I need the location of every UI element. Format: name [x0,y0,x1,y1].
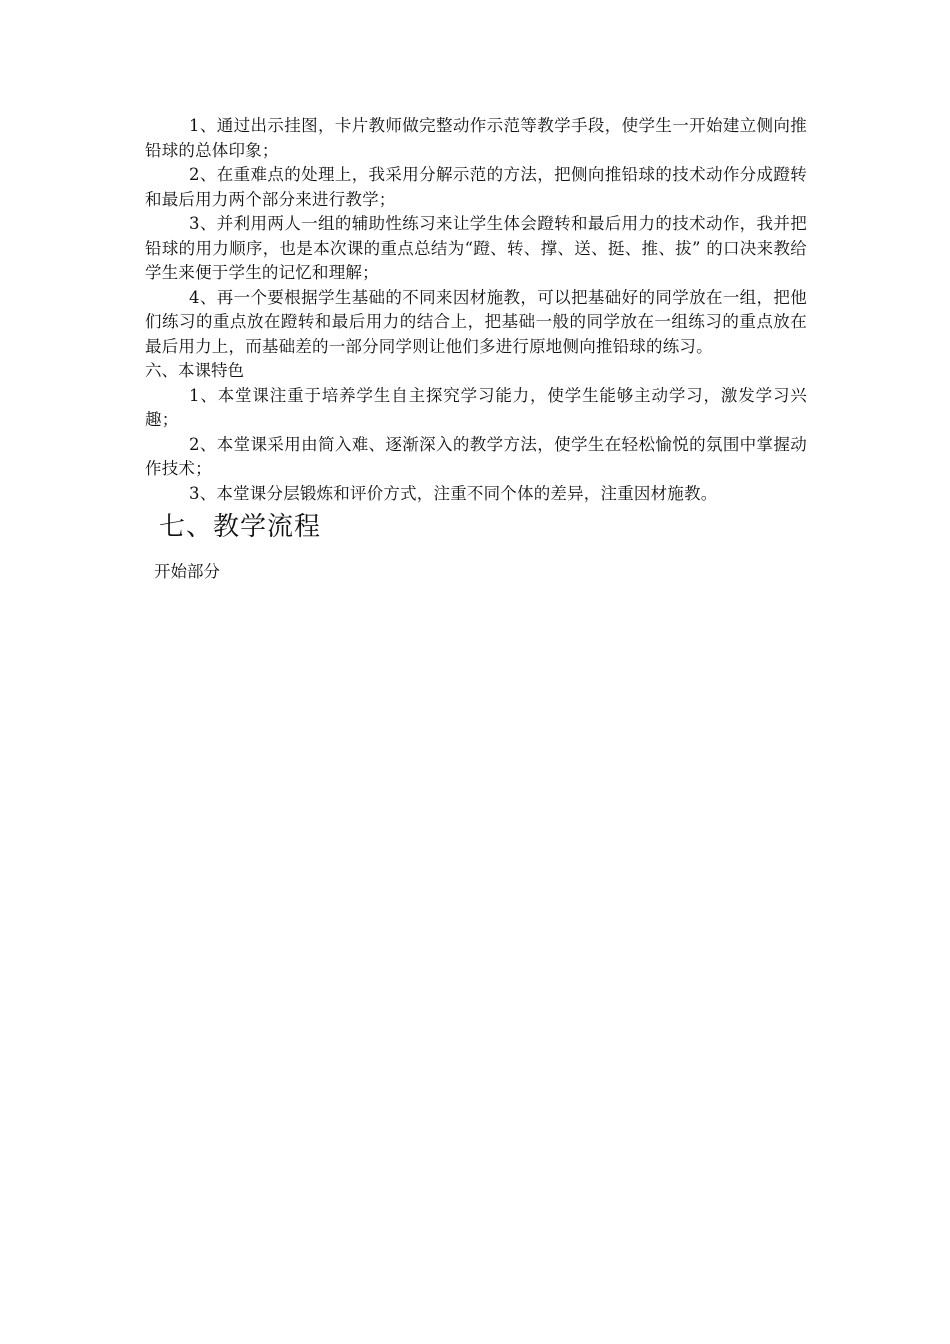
section-6-item-1: 1、本堂课注重于培养学生自主探究学习能力，使学生能够主动学习，激发学习兴趣； [145,385,807,429]
section-6-item-3: 3、本堂课分层锻炼和评价方式，注重不同个体的差异，注重因材施教。 [189,483,718,503]
section-6-heading: 六、本课特色 [145,361,244,380]
document-body [145,114,807,584]
section-7-heading: 七、教学流程 [159,512,322,542]
paragraph-1: 1、通过出示挂图，卡片教师做完整动作示范等教学手段，使学生一开始建立侧向推铅球的总体印象； [145,116,807,160]
section-7-subheading: 开始部分 [154,562,220,581]
section-6-item-2: 2、本堂课采用由简入难、逐渐深入的教学方法，使学生在轻松愉悦的氛围中掌握动作技术； [145,434,807,478]
paragraph-2: 2、在重难点的处理上，我采用分解示范的方法，把侧向推铅球的技术动作分成蹬转和最后用力两个部分来进行教学； [145,165,807,209]
paragraph-3: 3、并利用两人一组的辅助性练习来让学生体会蹬转和最后用力的技术动作，我并把铅球的用力顺序，也是本次课的重点总结为“蹬、转、撑、送、挺、推、拔” 的口决来教给学生来便于学生的记忆和理解； [145,214,807,282]
paragraph-4: 4、再一个要根据学生基础的不同来因材施教，可以把基础好的同学放在一组，把他们练习的重点放在蹬转和最后用力的结合上，把基础一般的同学放在一组练习的重点放在最后用力上，而基础差的一部分同学则让他们多进行原地侧向推铅球的练习。 [145,287,807,356]
